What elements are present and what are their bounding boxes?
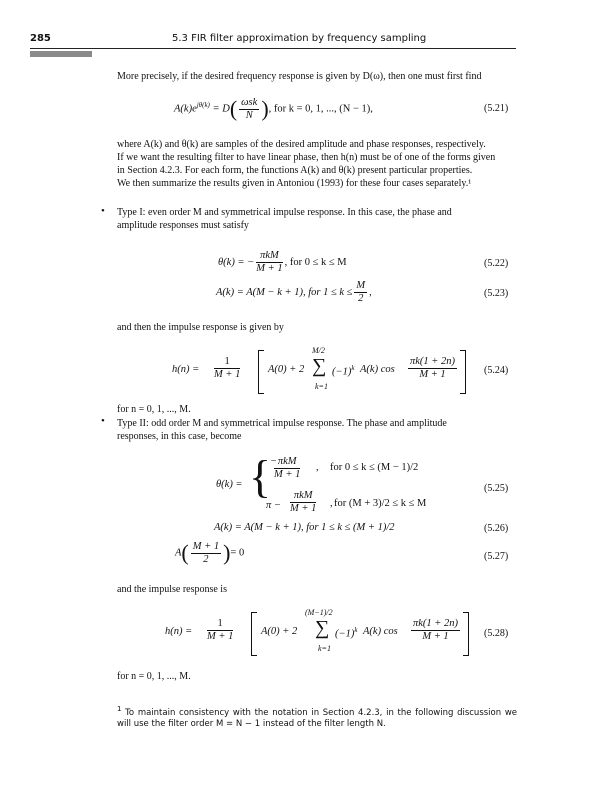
summation-icon: ∑ [315, 617, 330, 639]
text-and-then: and then the impulse response is given by [117, 322, 284, 333]
equation-5-24: h(n) = $\frac{1}{M + 1}$ A(0) + 2 M/2 ∑ k=1 $(-1)^k$ A(k) cos $\frac{\pi k(1 + 2n)}{M + 1}$ [172, 350, 472, 400]
paragraph-linear-phase: where A(k) and θ(k) are samples of the desired amplitude and phase responses, respectively. If we want the resulting filter to have linear phase, then h(n) must be of one of the forms given in Section 4.2.3. For each form, the functions A(k) and θ(k) present particular properties. We then summarize the results given in Antoniou (1993) for these four cases separately.¹ [117, 139, 496, 189]
equation-number: (5.24) [484, 365, 509, 376]
summation-icon: ∑ [312, 355, 327, 377]
text-for-n: for n = 0, 1, ..., M. [117, 404, 191, 415]
bullet: • [101, 205, 105, 217]
equation-5-28: h(n) = $\frac{1}{M + 1}$ A(0) + 2 (M−1)/2 ∑ k=1 $(-1)^k$ A(k) cos $\frac{\pi k(1 + 2n)}{M + 1}$ [165, 612, 475, 662]
equation-number: (5.21) [484, 103, 509, 114]
equation-5-21: $A(k)e^{j\theta(k)} = D$( $\frac{\text{ωsk}}{N}$ ), for k = 0, 1, ..., (N − 1), [174, 96, 373, 121]
footnote-marker: 1 [117, 705, 122, 713]
page-number: 285 [30, 33, 51, 44]
equation-number: (5.23) [484, 288, 509, 299]
equation-number: (5.28) [484, 628, 509, 639]
type-ii-description: Type II: odd order M and symmetrical impulse response. The phase and amplitude responses, in this case, become [117, 418, 447, 442]
header-rule [30, 48, 516, 49]
left-bracket [251, 612, 257, 656]
thumb-tab [30, 51, 92, 57]
section-title: 5.3 FIR filter approximation by frequency sampling [172, 33, 427, 44]
equation-5-26: A(k) = A(M − k + 1), for 1 ≤ k ≤ (M + 1)/2 [214, 522, 395, 533]
running-header [30, 33, 516, 47]
footnote [117, 704, 517, 730]
equation-number: (5.25) [484, 483, 509, 494]
text-for-n: for n = 0, 1, ..., M. [117, 671, 191, 682]
equation-number: (5.26) [484, 523, 509, 534]
bullet: • [101, 415, 105, 427]
left-bracket [258, 350, 264, 394]
equation-5-27: A( $\frac{M + 1}{2}$ )= 0 [175, 540, 245, 565]
equation-5-25: θ(k) = { − πkM M + 1 , for 0 ≤ k ≤ (M − 1)/2 π − πkM M + 1 , for (M + 3)/2 ≤ k ≤ M [216, 451, 427, 514]
right-bracket [460, 350, 466, 394]
intro-paragraph: More precisely, if the desired frequency response is given by D(ω), then one must first find [117, 71, 482, 82]
left-brace: { [249, 451, 272, 502]
right-bracket [463, 612, 469, 656]
equation-number: (5.22) [484, 258, 509, 269]
type-i-description: Type I: even order M and symmetrical impulse response. In this case, the phase and amplitude responses must satisfy [117, 207, 452, 231]
equation-5-23: A(k) = A(M − k + 1), for 1 ≤ k ≤ $\frac{M}{2}$ , [216, 280, 372, 304]
equation-5-22: θ(k) = − $\frac{\text{πkM}}{M + 1}$ , for 0 ≤ k ≤ M [218, 250, 347, 274]
footnote-text: To maintain consistency with the notation in Section 4.2.3, in the following discussion we will use the filter order M = N − 1 instead of the filter length N. [117, 707, 518, 729]
equation-number: (5.27) [484, 551, 509, 562]
text-impulse-response: and the impulse response is [117, 584, 227, 595]
